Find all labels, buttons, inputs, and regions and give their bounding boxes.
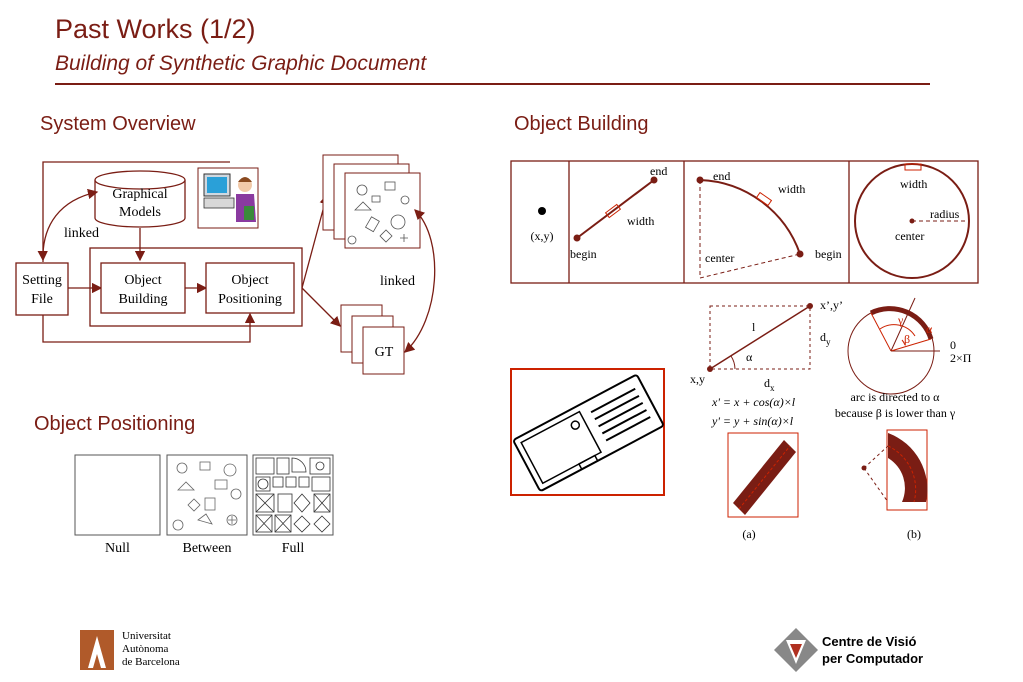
object-building-label-2: Building [118,292,168,307]
section-title-object-positioning: Object Positioning [34,413,196,435]
arc-begin-label: begin [815,247,842,261]
case-b-caption: (b) [907,527,921,541]
linked-label-left: linked [64,226,99,241]
formula-y: y' = y + sin(α)×l [712,414,794,428]
cvc-logo-icon [772,626,820,674]
arc-end-label: end [713,169,731,183]
line-width-label: width [627,214,655,228]
point-xy-label: x,y [690,372,705,386]
line-begin-label: begin [570,247,597,261]
graphical-models-label-2: Models [119,205,161,220]
object-building-label-1: Object [124,273,162,288]
full-example [253,455,333,535]
section-title-system-overview: System Overview [40,113,196,135]
null-label: Null [105,541,130,556]
object-positioning-label-1: Object [231,273,269,288]
length-l-label: l [752,320,756,334]
null-example [75,455,160,535]
circle-width-label: width [900,177,928,191]
two-pi-label: 2×Π [950,351,972,365]
uab-logo-text: Universitat Autònoma de Barcelona [122,630,180,668]
between-example [167,455,247,535]
arc-width-label: width [778,182,806,196]
case-a-caption: (a) [742,527,756,541]
arc-alpha-label: α [926,322,933,336]
formula-x: x' = x + cos(α)×l [712,395,796,409]
setting-file-label-1: Setting [22,273,62,288]
point-prime-label: x’,y’ [820,298,843,312]
circle-center-label: center [895,229,925,243]
graphical-models-label-1: Graphical [112,187,168,202]
section-title-object-building: Object Building [514,113,649,135]
dx-label: $d_x$ [764,376,775,393]
circle-radius-label: radius [930,207,960,221]
page-subtitle: Building of Synthetic Graphic Document [55,52,427,75]
gt-label: GT [374,345,394,360]
alpha-label: α [746,350,753,364]
dy-label: $d_y$ [820,330,831,347]
beta-label: β [904,332,911,346]
object-positioning-label-2: Positioning [218,292,282,307]
arc-note-line2: because β is lower than γ [834,406,956,420]
line-end-label: end [650,164,668,178]
full-label: Full [281,541,305,556]
arc-center-label: center [705,251,735,265]
point-label: (x,y) [530,229,554,243]
zero-label: 0 [950,338,956,352]
uab-logo-icon [78,628,118,672]
page-title: Past Works (1/2) [55,14,256,44]
between-label: Between [182,541,232,556]
linked-label-right: linked [380,274,415,289]
gamma-label: γ [898,313,904,327]
setting-file-label-2: File [31,292,53,307]
cvc-logo-text: Centre de Visió per Computador [822,634,924,666]
arc-note-line1: arc is directed to α [850,390,940,404]
